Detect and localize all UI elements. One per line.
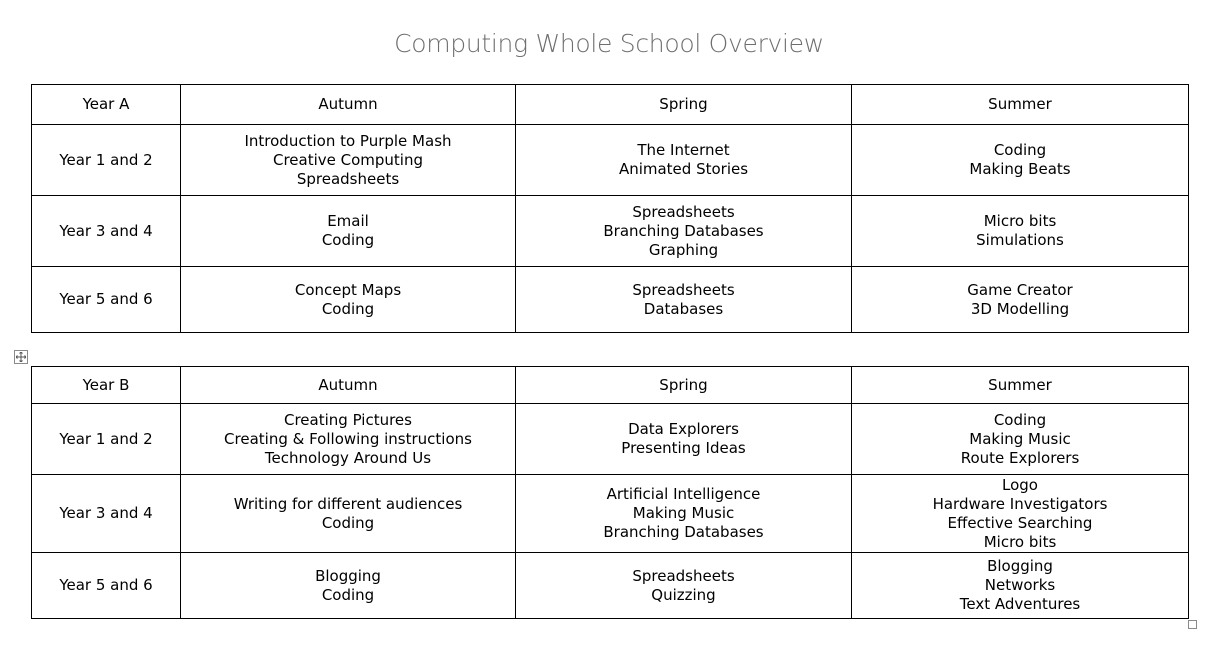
topic: Spreadsheets xyxy=(632,280,735,299)
row-label-cell[interactable]: Year 3 and 4 xyxy=(32,475,181,553)
topic: Introduction to Purple Mash xyxy=(244,131,452,150)
header-cell-summer[interactable]: Summer xyxy=(852,367,1189,404)
topic: Creating Pictures xyxy=(284,410,412,429)
spring-cell[interactable] xyxy=(516,267,852,333)
topic: Creative Computing xyxy=(272,150,424,169)
header-cell-year[interactable]: Year A xyxy=(32,85,181,125)
topic: Hardware Investigators xyxy=(932,494,1108,513)
spring-cell[interactable] xyxy=(516,553,852,619)
summer-cell[interactable] xyxy=(852,553,1189,619)
autumn-cell[interactable] xyxy=(181,267,516,333)
topic: Spreadsheets xyxy=(632,566,735,585)
row-label-cell[interactable]: Year 1 and 2 xyxy=(32,404,181,475)
topic: Making Beats xyxy=(969,160,1071,178)
row-label-cell[interactable]: Year 5 and 6 xyxy=(32,553,181,619)
table-header-row xyxy=(32,367,1189,404)
topic: Technology Around Us xyxy=(264,448,432,467)
page-title: Computing Whole School Overview xyxy=(394,29,824,58)
row-label-cell[interactable]: Year 3 and 4 xyxy=(32,196,181,267)
topic: Game Creator xyxy=(967,280,1073,299)
header-cell-spring[interactable]: Spring xyxy=(516,85,852,125)
spring-cell[interactable] xyxy=(516,475,852,553)
topic: Coding xyxy=(321,231,375,249)
topic: Graphing xyxy=(648,240,719,259)
topic: Writing for different audiences xyxy=(233,494,463,513)
header-cell-autumn[interactable]: Autumn xyxy=(181,85,516,125)
autumn-cell[interactable] xyxy=(181,196,516,267)
table-row xyxy=(32,475,1189,553)
topic: Branching Databases xyxy=(603,221,764,240)
move-icon xyxy=(16,352,26,362)
topic: 3D Modelling xyxy=(970,299,1070,318)
topic: Coding xyxy=(993,410,1047,429)
summer-cell[interactable] xyxy=(852,125,1189,196)
topic: Micro bits xyxy=(983,532,1057,551)
topic: Presenting Ideas xyxy=(621,439,746,457)
year-a-table xyxy=(31,84,1189,333)
topic: Effective Searching xyxy=(947,513,1093,532)
topic: Text Adventures xyxy=(959,595,1081,613)
topic: Making Music xyxy=(969,429,1071,448)
header-cell-spring[interactable]: Spring xyxy=(516,367,852,404)
spring-cell[interactable] xyxy=(516,196,852,267)
table-row xyxy=(32,196,1189,267)
summer-cell[interactable] xyxy=(852,475,1189,553)
topic: Spreadsheets xyxy=(632,202,735,221)
spring-cell[interactable] xyxy=(516,125,852,196)
topic: Concept Maps xyxy=(294,280,402,299)
topic: Networks xyxy=(984,576,1056,594)
table-move-handle[interactable] xyxy=(14,350,28,364)
table-row xyxy=(32,553,1189,619)
topic: Email xyxy=(327,212,369,230)
topic: Coding xyxy=(321,585,375,604)
summer-cell[interactable] xyxy=(852,404,1189,475)
table-row xyxy=(32,404,1189,475)
topic: Coding xyxy=(321,513,375,532)
header-cell-summer[interactable]: Summer xyxy=(852,85,1189,125)
topic: Creating & Following instructions xyxy=(224,429,472,448)
topic: Making Music xyxy=(632,504,735,522)
topic: Blogging xyxy=(987,557,1053,575)
table-header-row xyxy=(32,85,1189,125)
topic: Quizzing xyxy=(651,585,716,604)
summer-cell[interactable] xyxy=(852,267,1189,333)
topic: Blogging xyxy=(315,566,381,585)
topic: Data Explorers xyxy=(628,420,739,438)
topic: Route Explorers xyxy=(960,448,1080,467)
topic: Micro bits xyxy=(983,212,1057,230)
summer-cell[interactable] xyxy=(852,196,1189,267)
topic: Spreadsheets xyxy=(296,169,400,188)
autumn-cell[interactable] xyxy=(181,475,516,553)
topic: Databases xyxy=(643,299,724,318)
header-cell-year[interactable]: Year B xyxy=(32,367,181,404)
topic: Coding xyxy=(321,299,375,318)
spring-cell[interactable] xyxy=(516,404,852,475)
topic: Artificial Intelligence xyxy=(606,485,761,503)
topic: Logo xyxy=(1002,475,1038,494)
table-resize-handle[interactable] xyxy=(1188,620,1197,629)
row-label-cell[interactable]: Year 1 and 2 xyxy=(32,125,181,196)
topic: Animated Stories xyxy=(618,160,749,178)
autumn-cell[interactable] xyxy=(181,553,516,619)
year-b-table xyxy=(31,366,1189,619)
topic: The Internet xyxy=(637,141,730,159)
topic: Simulations xyxy=(976,231,1064,249)
header-cell-autumn[interactable]: Autumn xyxy=(181,367,516,404)
table-row xyxy=(32,267,1189,333)
autumn-cell[interactable] xyxy=(181,404,516,475)
table-row xyxy=(32,125,1189,196)
autumn-cell[interactable] xyxy=(181,125,516,196)
topic: Coding xyxy=(993,141,1047,159)
topic: Branching Databases xyxy=(603,523,764,541)
row-label-cell[interactable]: Year 5 and 6 xyxy=(32,267,181,333)
